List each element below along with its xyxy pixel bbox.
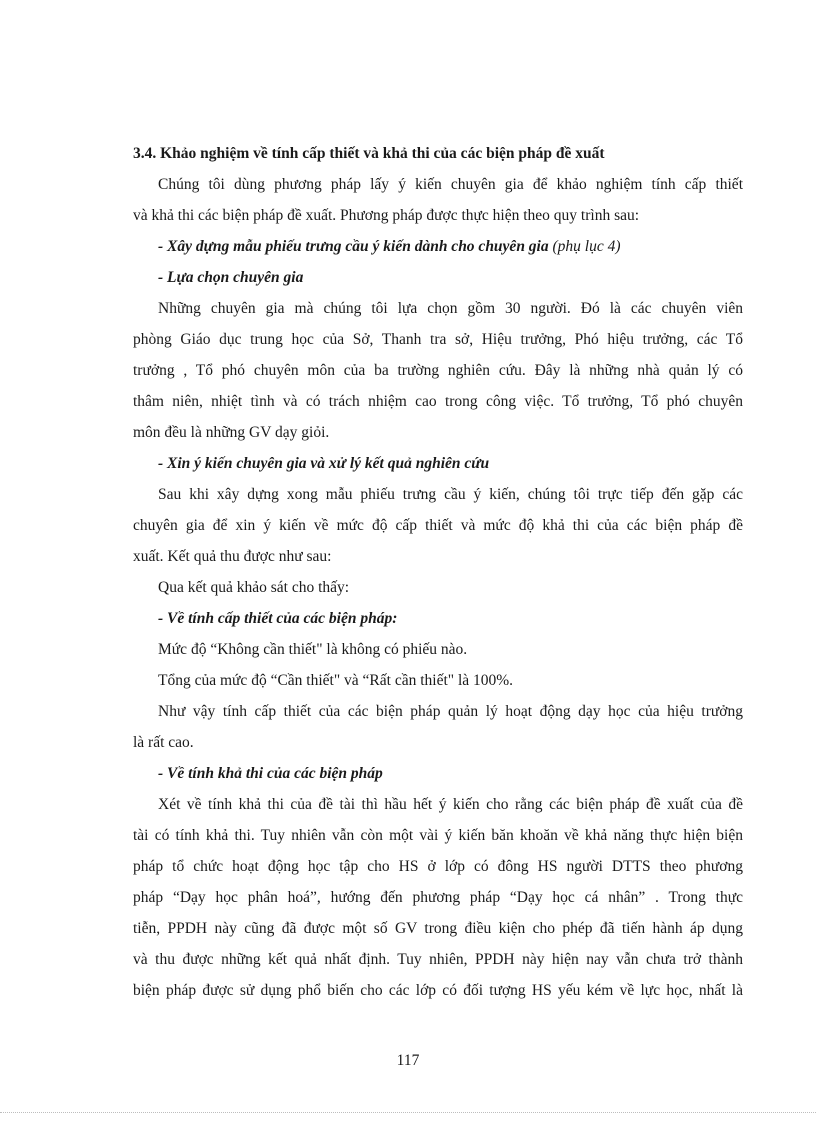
paragraph-line: Chúng tôi dùng phương pháp lấy ý kiến chuyên gia để khảo nghiệm tính cấp thiết	[158, 176, 743, 193]
paragraph-line: Tổng của mức độ “Cần thiết" và “Rất cần thiết" là 100%.	[158, 672, 514, 689]
appendix-reference: (phụ lục 4)	[548, 238, 621, 255]
list-item-feasibility: - Về tính khả thi của các biện pháp	[158, 765, 383, 782]
page-body	[133, 138, 743, 1006]
page-bottom-divider	[0, 1112, 816, 1113]
paragraph-line: pháp tổ chức hoạt động học tập cho HS ở lớp có đông HS người DTTS theo phương	[133, 858, 743, 875]
paragraph-line: tiễn, PPDH này cũng đã được một số GV trong điều kiện cho phép đã tiến hành áp dụng	[133, 920, 743, 937]
paragraph-line: pháp “Dạy học phân hoá”, hướng đến phương pháp “Dạy học cá nhân” . Trong thực	[133, 889, 743, 906]
paragraph-line: là rất cao.	[133, 734, 194, 751]
list-item-necessity: - Về tính cấp thiết của các biện pháp:	[158, 610, 398, 627]
list-item-text: - Xây dựng mẫu phiếu trưng cầu ý kiến dành cho chuyên gia	[158, 238, 549, 255]
paragraph-line: chuyên gia để xin ý kiến về mức độ cấp thiết và mức độ khả thi của các biện pháp đề	[133, 517, 743, 534]
page-number: 117	[396, 1052, 420, 1069]
paragraph-line: môn đều là những GV dạy giỏi.	[133, 424, 330, 441]
list-item-expert-opinion: - Xin ý kiến chuyên gia và xử lý kết quả nghiên cứu	[158, 455, 490, 472]
paragraph-line: Mức độ “Không cần thiết" là không có phiếu nào.	[158, 641, 468, 658]
paragraph-line: biện pháp được sử dụng phổ biến cho các lớp có đối tượng HS yếu kém về lực học, nhất là	[133, 982, 743, 999]
paragraph-line: Qua kết quả khảo sát cho thấy:	[158, 579, 350, 596]
paragraph-line: Xét về tính khả thi của đề tài thì hầu hết ý kiến cho rằng các biện pháp đề xuất của đề	[158, 796, 743, 813]
paragraph-line: xuất. Kết quả thu được như sau:	[133, 548, 332, 565]
list-item-questionnaire	[133, 231, 743, 262]
section-heading: 3.4. Khảo nghiệm về tính cấp thiết và khả thi của các biện pháp đề xuất	[133, 145, 605, 162]
paragraph-line: Những chuyên gia mà chúng tôi lựa chọn gồm 30 người. Đó là các chuyên viên	[158, 300, 743, 317]
paragraph-line: tài có tính khả thi. Tuy nhiên vẫn còn một vài ý kiến băn khoăn về khả năng thực hiện biện	[133, 827, 743, 844]
list-item-select-experts: - Lựa chọn chuyên gia	[158, 269, 304, 286]
paragraph-line: phòng Giáo dục trung học của Sở, Thanh tra sở, Hiệu trưởng, Phó hiệu trưởng, các Tổ	[133, 331, 743, 348]
paragraph-line: Như vậy tính cấp thiết của các biện pháp quản lý hoạt động dạy học của hiệu trưởng	[158, 703, 743, 720]
paragraph-line: thâm niên, nhiệt tình và có trách nhiệm cao trong công việc. Tổ trưởng, Tổ phó chuyên	[133, 393, 743, 410]
paragraph-line: và thu được những kết quả nhất định. Tuy nhiên, PPDH này hiện nay vẫn chưa trở thành	[133, 951, 743, 968]
paragraph-line: trưởng , Tổ phó chuyên môn của ba trường nghiên cứu. Đây là những nhà quản lý có	[133, 362, 743, 379]
paragraph-line: Sau khi xây dựng xong mẫu phiếu trưng cầu ý kiến, chúng tôi trực tiếp đến gặp các	[158, 486, 743, 503]
paragraph-line: và khả thi các biện pháp đề xuất. Phương pháp được thực hiện theo quy trình sau:	[133, 207, 640, 224]
